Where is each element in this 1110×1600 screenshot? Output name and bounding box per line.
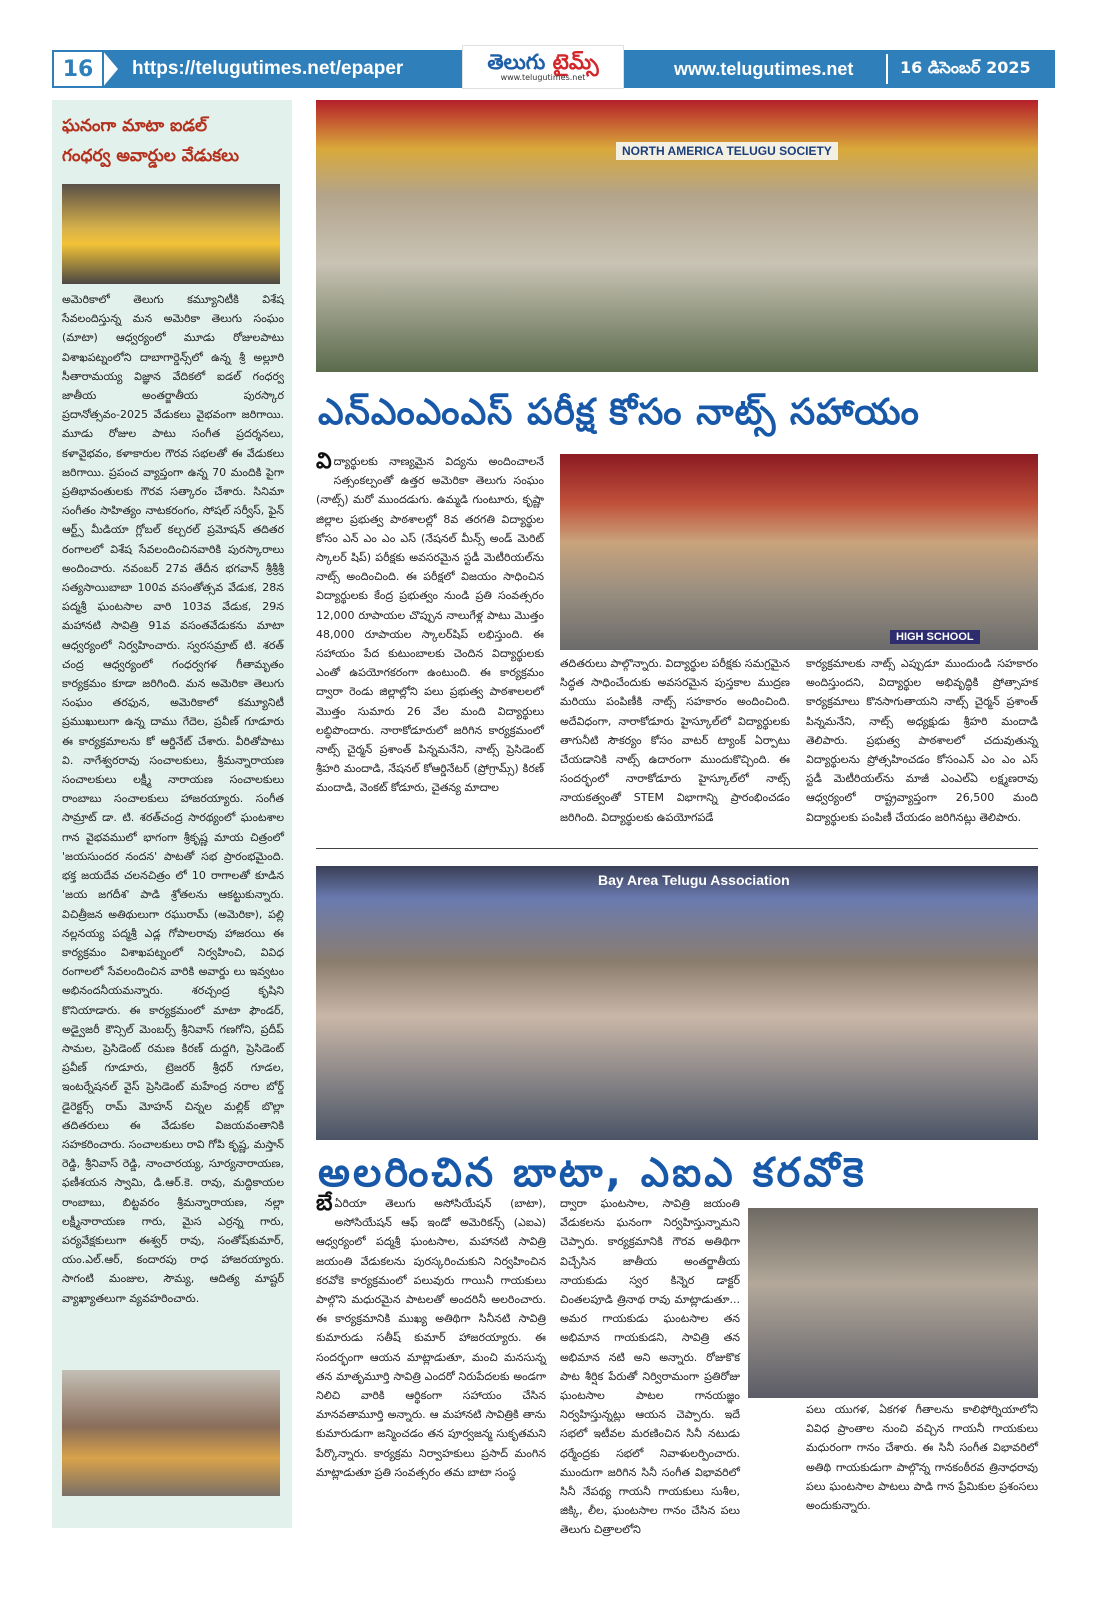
logo-title: తెలుగు టైమ్స్ xyxy=(487,50,599,74)
article3-col1 xyxy=(316,1191,546,1514)
section-divider xyxy=(316,848,1038,849)
article2-dropcap: వి xyxy=(316,449,332,474)
article2-col1 xyxy=(316,449,544,842)
nats-felicitation-photo xyxy=(560,454,1038,650)
article2-headline: ఎన్‌ఎంఎంఎస్ పరీక్ష కోసం నాట్స్ సహాయం xyxy=(318,392,920,433)
nats-students-photo xyxy=(316,100,1038,372)
epaper-url[interactable]: https://telugutimes.net/epaper xyxy=(132,58,404,79)
issue-date: 16 డిసెంబర్ 2025 xyxy=(900,57,1031,77)
masthead-logo[interactable] xyxy=(462,45,624,89)
logo-subtitle: www.telugutimes.net xyxy=(500,73,586,82)
bata-group-photo xyxy=(316,866,1038,1140)
left-article-photo-top xyxy=(62,184,280,284)
site-url[interactable]: www.telugutimes.net xyxy=(674,58,854,79)
article2-col3: కార్యక్రమాలకు నాట్స్ ఎప్పుడూ ముందుండి సహకారం అందిస్తుందని, విద్యార్థుల అభివృద్ధికి ప్రోత్సాహక కార్యక్రమాలు కొనసాగుతాయని నాట్స్ చైర్మన్ ప్రశాంత్ పిన్నమనేని, నాట్స్ అధ్యక్షుడు శ్రీహరి మందాడి తెలిపారు. ప్రభుత్వ పాఠశాలలో చదువుతున్న విద్యార్థులను ప్రోత్సహించడం కోసంఎన్ ఎం ఎం ఎస్ స్టడీ మెటీరియల్‌ను మాజీ ఎంఎల్ఏ లక్ష్మణరావు ఆధ్వర్యంలో రాష్ట్రవ్యాప్తంగా 26,500 మంది విద్యార్థులకు పంపిణీ చేయడం జరిగినట్లు తెలిపారు. xyxy=(806,657,1038,824)
bata-guests-photo xyxy=(748,1208,1038,1398)
article3-dropcap: బే xyxy=(316,1191,333,1216)
left-headline-line2: గంధర్వ అవార్డుల వేడుకలు xyxy=(62,145,240,166)
photo-banner-bata: Bay Area Telugu Association xyxy=(598,872,790,888)
article3-col2: ద్వారా ఘంటసాల, సావిత్రి జయంతి వేడుకలను ఘనంగా నిర్వహిస్తున్నామని చెప్పారు. కార్యక్రమానికి గౌరవ అతిథిగా విచ్చేసిన జాతీయ అంతర్జాతీయ నాయకుడు స్వర కిన్నెర డాక్టర్ చింతలపూడి త్రినాథ రావు మాట్లాడుతూ... అమర గాయకుడు ఘంటసాల తన అభిమాన గాయకుడని, సావిత్రి తన అభిమాన నటి అని అన్నారు. రోజుకొక పాట శీర్షిక పేరుతో నిర్విరామంగా ప్రతిరోజు ఘంటసాల పాటల గానయజ్ఞం నిర్వహిస్తున్నట్లు ఆయన చెప్పారు. ఇదే సభలో ఇటీవల మరణించిన సినీ నటుడు ధర్మేంద్రకు సభలో నివాళులర్పించారు. ముందుగా జరిగిన సినీ సంగీత విభావరిలో సినీ నేపథ్య గాయనీ గాయకులు సుశీల, జిక్కి, లీల, ఘంటసాల గానం చేసిన పలు తెలుగు చిత్రాలలోని xyxy=(560,1197,740,1537)
article3-headline: అలరించిన బాటా, ఎఐఎ కరవోకె xyxy=(318,1150,867,1196)
left-article-body: అమెరికాలో తెలుగు కమ్యూనిటీకి విశేష సేవలందిస్తున్న మన అమెరికా తెలుగు సంఘం (మాటా) ఆధ్వర్యంలో మూడు రోజులపాటు విశాఖపట్నంలోని దాబాగార్డెన్స్‌లో ఉన్న శ్రీ అల్లూరి సీతారామయ్య విజ్ఞాన వేదికలో ఐడల్ గంధర్వ జాతీయ అంతర్జాతీయ పురస్కార ప్రదానోత్సవం-2025 వేడుకలు వైభవంగా జరిగాయి. మూడు రోజుల పాటు సంగీత ప్రదర్శనలు, కళావైభవం, కళాకారుల గౌరవ సభలతో ఈ వేడుకలు జరిగాయి. ప్రపంచ వ్యాప్తంగా ఉన్న 70 మందికి పైగా ప్రతిభావంతులకు గౌరవ సత్కారం చేశారు. సినిమా సంగీతం సాహిత్యం నాటకరంగం, సోషల్ సర్వీస్, ఫైన్ ఆర్ట్స్ మీడియా గ్లోబల్ కల్చరల్ ప్రమోషన్ తదితర రంగాలలో విశేష సేవలందించినవారికి పురస్కారాలు అందించారు. నవంబర్ 27వ తేదీన భగవాన్ శ్రీశ్రీశ్రీ సత్యసాయిబాబా 100వ వసంతోత్సవ వేడుక, 28న పద్మశ్రీ ఘంటసాల వారి 103వ వేడుక, 29న మహానటి సావిత్రి 91వ వసంతవేడుకను మాటా ఆధ్వర్యంలో నిర్వహించారు. స్వరసమ్రాట్ టి. శరత్ చంద్ర ఆధ్వర్యంలో గంధర్వగళ గీతామృతం కార్యక్రమం కూడా జరిగింది. మన అమెరికా తెలుగు సంఘం తరఫున, అమెరికాలో కమ్యూనిటీ ప్రముఖులుగా ఉన్న దాము గేదెల, ప్రవీణ్ గూడూరు ఈ కార్యక్రమాలను కో ఆర్డినేట్ చేశారు. వీరితోపాటు వి. నాగేశ్వరరావు సంచాలకులు, శ్రీమన్నారాయణ సంచాలకులు లక్ష్మీ నారాయణ సంచాలకులు రాంబాబు సంచాలకులు హాజరయ్యారు. సంగీత సామ్రాట్ డా. టి. శరత్‌చంద్ర సారథ్యంలో ఘంటశాల గాన వైభవములో భాగంగా శ్రీకృష్ణ మాయ చిత్రంలో 'జయసుందర నందన' పాటతో సభ ప్రారంభమైంది. భక్త జయదేవ చలనచిత్రం లో 10 రాగాలతో కూడిన 'జయ జగదీశ' పాడి శ్రోతలను ఆకట్టుకున్నారు. విచిత్రీజన అతిథులుగా రఘురామ్ (అమెరికా), పల్లి నల్లనయ్య పద్మశ్రీ ఎడ్ల గోపాలరావు హాజరయి ఈ కార్యక్రమం విశాఖపట్నంలో నిర్వహించి, వివిధ రంగాలలో సేవలందించిన వారికి అవార్డు లు ఇవ్వటం అభినందనీయమన్నారు. శరచ్చంద్ర కృషిని కొనియాడారు. ఈ కార్యక్రమంలో మాటా ఫౌండర్, అడ్వైజరీ కౌన్సిల్ మెంబర్స్ శ్రీనివాస్ గణగోని, ప్రదీప్ సామల, ప్రెసిడెంట్ రమణ కిరణ్ దుద్దగి, ప్రెసిడెంట్ ప్రవీణ్ గూడూరు, ట్రెజరర్ శ్రీధర్ గూడల, ఇంటర్నేషనల్ వైస్ ప్రెసిడెంట్ మహేంద్ర నరాల బోర్డ్ డైరెక్టర్స్ రామ్ మోహన్ చిన్నల మల్లిక్ బొల్లా తదితరులు ఈ వేడుకల విజయవంతానికి సహకరించారు. సంచాలకులు రావి గోపి కృష్ణ, మస్తాన్ రెడ్డి, శ్రీనివాస్ రెడ్డి, నాంచారయ్య, సూర్యనారాయణ, ఫణీశయన స్వామి, డి.ఆర్.కె. రావు, మద్దికాయల రాంబాబు, బిట్టవరం శ్రీమన్నారాయణ, నల్లా లక్ష్మీనారాయణ గారు, మైస ఎర్రన్న గారు, పర్యవేక్షకులుగా ఈశ్వర్ రావు, సంతోష్‌కుమార్, యం.ఎల్.ఆర్, కందారపు రాధ హాజరయ్యారు. సాగంటి మంజుల, సౌమ్య, ఆదిత్య మాష్టర్ వ్యాఖ్యాతలుగా వ్యవహరించారు. xyxy=(62,293,284,1305)
photo-banner-nats: NORTH AMERICA TELUGU SOCIETY xyxy=(616,142,838,160)
article2-col1-text: ద్యార్థులకు నాణ్యమైన విద్యను అందించాలనే సత్సంకల్పంతో ఉత్తర అమెరికా తెలుగు సంఘం (నాట్స్) మరో ముందడుగు. ఉమ్మడి గుంటూరు, కృష్ణా జిల్లాల ప్రభుత్వ పాఠశాలల్లో 8వ తరగతి విద్యార్థుల కోసం ఎన్ ఎం ఎం ఎస్ (నేషనల్ మీన్స్ అండ్ మెరిట్ స్కాలర్ షిప్) పరీక్షకు అవసరమైన స్టడీ మెటీరియల్‌ను నాట్స్ అందించింది. ఈ పరీక్షలో విజయం సాధించిన విద్యార్థులకు కేంద్ర ప్రభుత్వం నుండి ప్రతి సంవత్సరం 12,000 రూపాయల చొప్పున నాలుగేళ్ల పాటు మొత్తం 48,000 రూపాయల స్కాలర్‌షిప్ లభిస్తుంది. ఈ సహాయం పేద కుటుంబాలకు చెందిన విద్యార్థులకు ఎంతో ఉపయోగకరంగా ఉంటుంది. ఈ కార్యక్రమం ద్వారా రెండు జిల్లాల్లోని పలు ప్రభుత్వ పాఠశాలలలో మొత్తం సుమారు 26 వేల మంది విద్యార్థులు లబ్ధిపొందారు. నారాకోడూరులో జరిగిన కార్యక్రమంలో నాట్స్ చైర్మన్ ప్రశాంత్ పిన్నమనేని, నాట్స్ ప్రెసిడెంట్ శ్రీహరి మందాడి, నేషనల్ కోఆర్డినేటర్ (ప్రోగ్రామ్స్) కిరణ్ మందాడి, వెంకట్ కోడూరు, చైతన్య మాదాల xyxy=(316,455,544,795)
article3-col1-text: ఏరియా తెలుగు అసోసియేషన్ (బాటా), అసోసియేషన్ ఆఫ్ ఇండో అమెరికన్స్ (ఎఐఎ) ఆధ్వర్యంలో పద్మశ్రీ ఘంటసాల, మహానటి సావిత్రి జయంతి వేడుకలను పురస్కరించుకుని నిర్వహించిన కరవోకె కార్యక్రమంలో పలువురు గాయినీ గాయకులు పాల్గొని మధురమైన పాటలతో అందరినీ అలరించారు. ఈ కార్యక్రమానికి ముఖ్య అతిథిగా సినీనటి సావిత్రి కుమారుడు సతీష్ కుమార్ హాజరయ్యారు. ఈ సందర్భంగా ఆయన మాట్లాడుతూ, మంచి మనసున్న తన మాతృమూర్తి సావిత్రి ఎందరో నిరుపేదలకు అండగా నిలిచి వారికి ఆర్థికంగా సహాయం చేసిన మానవతామూర్తి అన్నారు. ఆ మహానటి సావిత్రికి తాను కుమారుడుగా జన్మించడం తన పూర్వజన్మ సుకృతమని పేర్కొన్నారు. కార్యక్రమ నిర్వాహకులు ప్రసాద్ మంగిన మాట్లాడుతూ ప్రతి సంవత్సరం తమ బాటా సంస్థ xyxy=(316,1197,546,1479)
header-divider xyxy=(886,54,888,84)
left-article-photo-bottom xyxy=(62,1370,280,1496)
left-article-headline xyxy=(52,100,292,172)
photo-banner-school: HIGH SCHOOL xyxy=(890,630,980,644)
article2-col2: తదితరులు పాల్గొన్నారు. విద్యార్థుల పరీక్షకు సమగ్రమైన సిద్ధత సాధించేందుకు అవసరమైన పుస్తకాల ముద్రణ మరియు పంపిణీకి నాట్స్ సహకారం అందించింది. అదేవిధంగా, నారాకోడూరు హైస్కూల్‌లో విద్యార్థులకు తాగునీటి సౌకర్యం కోసం వాటర్ ట్యాంక్ ఏర్పాటు చేయడానికి నాట్స్ ఉదారంగా ముందుకొచ్చింది. ఈ సందర్భంలో నారాకోడూరు హైస్కూల్‌లో నాట్స్ నాయకత్వంతో STEM విభాగాన్ని ప్రారంభించడం జరిగింది. విద్యార్థులకు ఉపయోగపడే xyxy=(560,657,790,824)
page-header xyxy=(52,50,1055,88)
page-number: 16 xyxy=(52,50,104,88)
left-headline-line1: ఘనంగా మాటా ఐడల్ xyxy=(62,116,208,136)
page-number-arrow xyxy=(102,50,118,88)
article3-col3: పలు యుగళ, ఏకగళ గీతాలను కాలిఫోర్నియాలోని వివిధ ప్రాంతాల నుంచి వచ్చిన గాయనీ గాయకులు మధురంగా గానం చేశారు. ఈ సినీ సంగీత విభావరిలో అతిథి గాయకుడుగా పాల్గొన్న గానకంఠీరవ త్రినాధరావు పలు ఘంటసాల పాటలు పాడి గాన ప్రేమికుల ప్రశంసలు అందుకున్నారు. xyxy=(806,1403,1038,1513)
